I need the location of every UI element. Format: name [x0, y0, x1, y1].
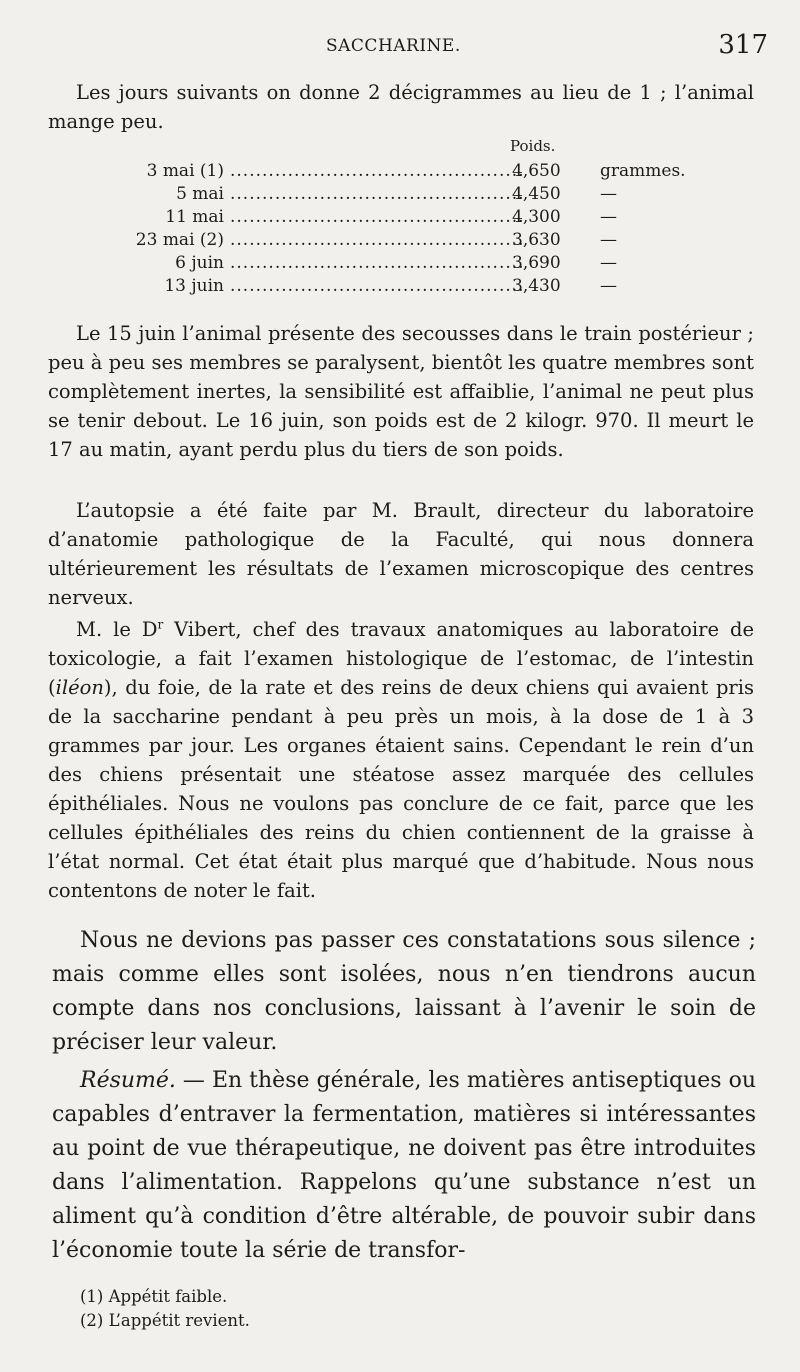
row-unit: — [600, 230, 617, 250]
text-run: M. le D [76, 618, 158, 641]
row-unit: — [600, 253, 617, 273]
leader-dots: .............................................. [230, 230, 525, 250]
row-date: 23 mai (2) [135, 230, 224, 250]
row-unit: — [600, 276, 617, 296]
table-row [0, 207, 800, 231]
page-header [0, 30, 800, 70]
footnotes [80, 1285, 250, 1333]
text-run: ), du foie, de la rate et des reins de deux chiens qui avaient pris de la saccharine pendant à peu près un mois, à la dose de 1 à 3 grammes par jour. Les organes étaient sains. Cependant le rein d’un des chiens présentait une stéatose assez marquée des cellules épithéliales. Nous ne voulons pas conclure de ce fait, parce que les cellules épithéliales des reins du chien contiennent de la graisse à l’état normal. Cet état était plus marqué que d’habitude. Nous nous contentons de noter le fait. [48, 676, 754, 902]
row-date: 13 juin [164, 276, 224, 296]
summary-heading: Résumé. [80, 1068, 176, 1093]
row-weight: 3,430 [512, 276, 561, 296]
table-row [0, 230, 800, 254]
row-unit: grammes. [600, 161, 686, 181]
row-weight: 4,300 [512, 207, 561, 227]
page-number: 317 [718, 30, 768, 60]
row-weight: 3,630 [512, 230, 561, 250]
footnote: (2) L’appétit revient. [80, 1311, 250, 1330]
running-title: SACCHARINE. [326, 36, 461, 56]
footnote: (1) Appétit faible. [80, 1287, 228, 1306]
paragraph-observations: Nous ne devions pas passer ces constatations sous silence ; mais comme elles sont isolées, nous n’en tiendrons aucun compte dans nos conclusions, laissant à l’avenir le soin de préciser leur valeur. [52, 928, 756, 1055]
leader-dots: .............................................. [230, 161, 525, 181]
row-date: 11 mai [165, 207, 224, 227]
row-weight: 4,450 [512, 184, 561, 204]
leader-dots: .............................................. [230, 276, 525, 296]
table-row [0, 184, 800, 208]
leader-dots: .............................................. [230, 184, 525, 204]
italic-term: iléon [55, 676, 104, 699]
paragraph-autopsy: L’autopsie a été faite par M. Brault, directeur du laboratoire d’anatomie pathologique de la Faculté, qui nous donnera ultérieurement les résultats de l’examen microscopique des centres nerveux. [48, 499, 754, 609]
table-row [0, 276, 800, 300]
row-date: 6 juin [175, 253, 224, 273]
leader-dots: .............................................. [230, 253, 525, 273]
paragraph-summary [52, 1064, 756, 1268]
table-row [0, 253, 800, 277]
row-unit: — [600, 207, 617, 227]
weight-column-header: Poids. [510, 137, 556, 155]
paragraph-symptoms: Le 15 juin l’animal présente des secousses dans le train postérieur ; peu à peu ses membres se paralysent, bientôt les quatre membres sont complètement inertes, la sensibilité est affaiblie, l’animal ne peut plus se tenir debout. Le 16 juin, son poids est de 2 kilogr. 970. Il meurt le 17 au matin, ayant perdu plus du tiers de son poids. [48, 322, 754, 461]
row-weight: 3,690 [512, 253, 561, 273]
paragraph-intro: Les jours suivants on donne 2 décigrammes au lieu de 1 ; l’animal mange peu. [48, 81, 754, 133]
paragraph-histology [48, 615, 754, 905]
row-date: 3 mai (1) [146, 161, 224, 181]
text-run: Vibert, chef des travaux anatomiques au laboratoire de toxicologie, a fait l’examen histologique de l’estomac, de l’intestin ( [48, 618, 754, 699]
row-weight: 4,650 [512, 161, 561, 181]
row-unit: — [600, 184, 617, 204]
text-run: — En thèse générale, les matières antiseptiques ou capables d’entraver la fermentation, matières si intéressantes au point de vue thérapeutique, ne doivent pas être introduites dans l’alimentation. Rappelons qu’une substance n’est un aliment qu’à condition d’être altérable, de pouvoir subir dans l’économie toute la série de transfor- [52, 1068, 756, 1263]
table-row [0, 161, 800, 185]
leader-dots: .............................................. [230, 207, 525, 227]
superscript: r [157, 617, 164, 632]
row-date: 5 mai [176, 184, 224, 204]
